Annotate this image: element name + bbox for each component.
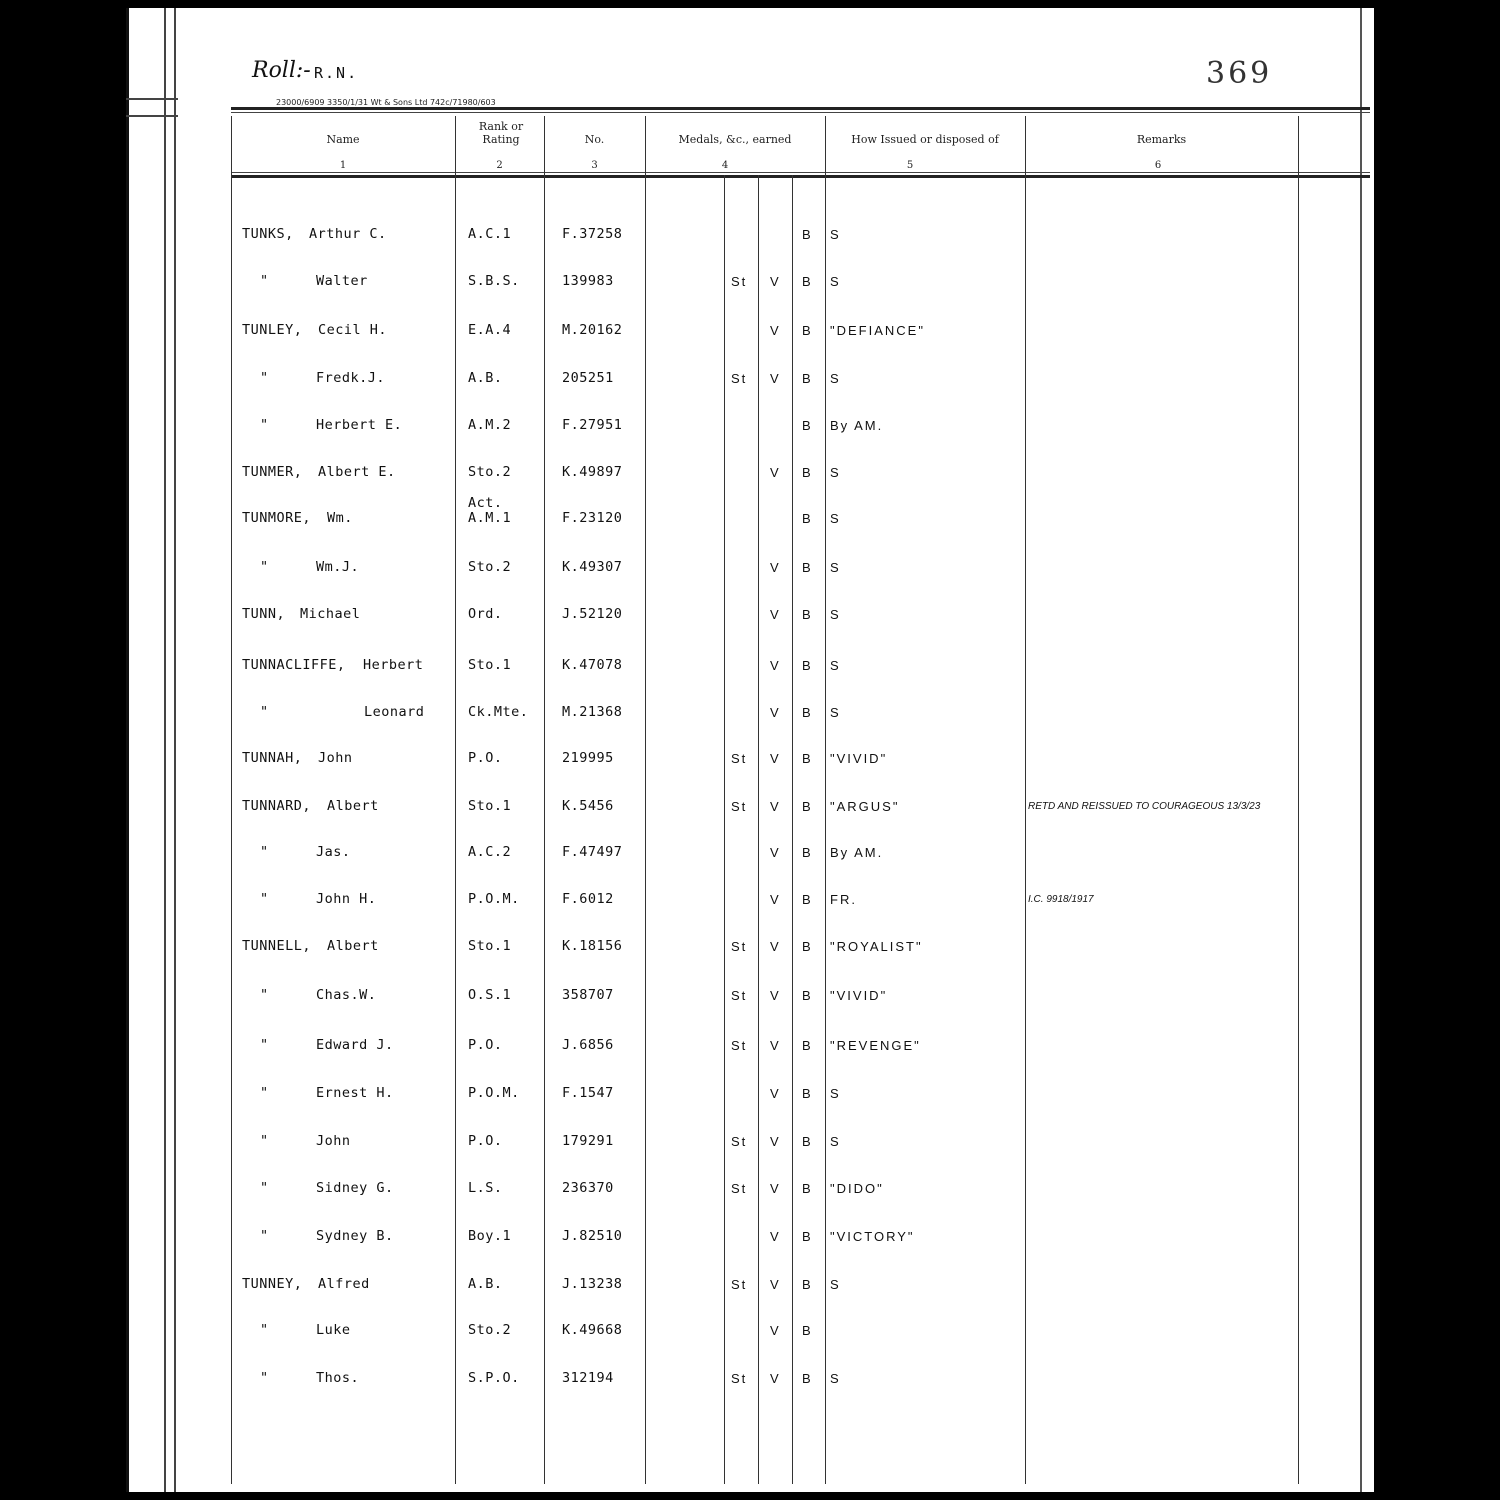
surname: " [260,1133,269,1149]
service-number: M.21368 [562,704,623,720]
victory-medal: V [770,1181,781,1196]
british-war-medal: B [802,892,813,907]
surname: TUNNARD, [242,798,312,814]
column-rule [1025,116,1026,1484]
service-number: K.18156 [562,938,623,954]
victory-medal: V [770,751,781,766]
service-number: 179291 [562,1133,614,1149]
surname: " [260,1180,269,1196]
issued-to: "VICTORY" [830,1229,915,1244]
forename: Michael [300,606,361,622]
rank: P.O. [468,1133,503,1149]
british-war-medal: B [802,1277,813,1292]
star-medal: St [731,371,748,386]
service-number: K.47078 [562,657,623,673]
surname: TUNKS, [242,226,294,242]
victory-medal: V [770,1038,781,1053]
victory-medal: V [770,705,781,720]
surname: TUNNAH, [242,750,303,766]
column-header-remarks: Remarks [1136,133,1187,146]
surname: " [260,417,269,433]
forename: Alfred [318,1276,370,1292]
forename: Walter [316,273,368,289]
forename: Thos. [316,1370,360,1386]
rank: A.C.2 [468,844,512,860]
surname: TUNNACLIFFE, [242,657,346,673]
rank: P.O.M. [468,891,520,907]
service-number: F.27951 [562,417,623,433]
rank: Ord. [468,606,503,622]
column-rule [645,116,646,1484]
forename: Albert [327,938,379,954]
british-war-medal: B [802,705,813,720]
column-rule [825,116,826,1484]
victory-medal: V [770,465,781,480]
issued-to: S [830,1277,841,1292]
star-medal: St [731,988,748,1003]
column-rule [455,116,456,1484]
british-war-medal: B [802,939,813,954]
surname: TUNMER, [242,464,303,480]
surname: " [260,987,269,1003]
victory-medal: V [770,1086,781,1101]
service-number: J.82510 [562,1228,623,1244]
header-rule [231,175,1370,178]
forename: John [318,750,353,766]
victory-medal: V [770,1323,781,1338]
service-number: J.6856 [562,1037,614,1053]
victory-medal: V [770,799,781,814]
star-medal: St [731,1038,748,1053]
star-medal: St [731,1134,748,1149]
surname: " [260,844,269,860]
issued-to: By AM. [830,418,884,433]
forename: Luke [316,1322,351,1338]
rank: Boy.1 [468,1228,512,1244]
issued-to: By AM. [830,845,884,860]
star-medal: St [731,799,748,814]
issued-to: FR. [830,892,857,907]
surname: TUNNEY, [242,1276,303,1292]
forename: Albert [327,798,379,814]
column-number-4: 4 [721,160,729,171]
surname: TUNN, [242,606,286,622]
issued-to: S [830,511,841,526]
binding-rule [164,8,166,1492]
forename: Fredk.J. [316,370,386,386]
rank: Sto.2 [468,1322,512,1338]
service-number: 358707 [562,987,614,1003]
rank: O.S.1 [468,987,512,1003]
issued-to: S [830,560,841,575]
surname: " [260,273,269,289]
victory-medal: V [770,939,781,954]
column-header-medals: Medals, &c., earned [678,133,792,146]
star-medal: St [731,751,748,766]
victory-medal: V [770,560,781,575]
roll-label: Roll:- [252,58,311,83]
issued-to: "ROYALIST" [830,939,923,954]
british-war-medal: B [802,607,813,622]
issued-to: "VIVID" [830,988,888,1003]
column-header-number: No. [584,133,605,146]
surname: TUNNELL, [242,938,312,954]
service-number: F.37258 [562,226,623,242]
service-number: 219995 [562,750,614,766]
page-edge [126,8,129,1492]
rank: Sto.2 [468,464,512,480]
service-number: 139983 [562,273,614,289]
remarks: RETD AND REISSUED TO COURAGEOUS 13/3/23 [1028,801,1261,812]
forename: Herbert E. [316,417,403,433]
rank: L.S. [468,1180,503,1196]
victory-medal: V [770,1371,781,1386]
victory-medal: V [770,1134,781,1149]
service-number: K.5456 [562,798,614,814]
issued-to: S [830,658,841,673]
service-number: K.49897 [562,464,623,480]
surname: " [260,704,269,720]
surname: TUNLEY, [242,322,303,338]
service-number: 312194 [562,1370,614,1386]
issued-to: "ARGUS" [830,799,900,814]
issued-to: S [830,705,841,720]
star-medal: St [731,274,748,289]
surname: " [260,891,269,907]
rank: Sto.2 [468,559,512,575]
star-medal: St [731,1181,748,1196]
victory-medal: V [770,323,781,338]
rank: Sto.1 [468,938,512,954]
service-number: 236370 [562,1180,614,1196]
british-war-medal: B [802,1323,813,1338]
column-number-2: 2 [496,160,503,171]
rank: Ck.Mte. [468,704,529,720]
service-number: F.47497 [562,844,623,860]
binding-rule [126,98,178,100]
roll-value: R.N. [314,64,359,82]
british-war-medal: B [802,418,813,433]
issued-to: "VIVID" [830,751,888,766]
forename: Ernest H. [316,1085,394,1101]
page-number: 369 [1206,56,1273,91]
rank: A.B. [468,1276,503,1292]
forename: John H. [316,891,377,907]
british-war-medal: B [802,845,813,860]
column-header-issued: How Issued or disposed of [851,133,999,146]
issued-to: S [830,1371,841,1386]
issued-to: S [830,465,841,480]
forename: Herbert [363,657,424,673]
service-number: K.49668 [562,1322,623,1338]
surname: " [260,1037,269,1053]
british-war-medal: B [802,560,813,575]
forename: Leonard [364,704,425,720]
forename: Jas. [316,844,351,860]
forename: Wm.J. [316,559,360,575]
rank: P.O. [468,1037,503,1053]
issued-to: "DEFIANCE" [830,323,925,338]
rank: A.M.2 [468,417,512,433]
british-war-medal: B [802,465,813,480]
british-war-medal: B [802,511,813,526]
victory-medal: V [770,371,781,386]
remarks: I.C. 9918/1917 [1028,894,1094,905]
british-war-medal: B [802,323,813,338]
header-rule [231,172,1370,173]
star-medal: St [731,1277,748,1292]
margin-rule [1360,8,1362,1492]
binding-rule [174,8,176,1492]
forename: Edward J. [316,1037,394,1053]
british-war-medal: B [802,1134,813,1149]
surname: " [260,559,269,575]
column-rule [544,116,545,1484]
rank: A.B. [468,370,503,386]
british-war-medal: B [802,799,813,814]
british-war-medal: B [802,751,813,766]
victory-medal: V [770,1229,781,1244]
british-war-medal: B [802,658,813,673]
issued-to: S [830,607,841,622]
issued-to: S [830,1086,841,1101]
binding-rule [126,115,178,117]
surname: TUNMORE, [242,510,312,526]
victory-medal: V [770,274,781,289]
british-war-medal: B [802,1038,813,1053]
rank: Sto.1 [468,657,512,673]
forename: Wm. [327,510,353,526]
victory-medal: V [770,607,781,622]
victory-medal: V [770,988,781,1003]
victory-medal: V [770,658,781,673]
rank: Act. A.M.1 [468,495,512,526]
service-number: J.52120 [562,606,623,622]
column-header-name: Name [326,133,360,146]
british-war-medal: B [802,371,813,386]
surname: " [260,370,269,386]
british-war-medal: B [802,1371,813,1386]
header-rule [231,107,1370,110]
issued-to: S [830,371,841,386]
medal-column-rule [724,175,725,1484]
star-medal: St [731,939,748,954]
print-reference: 23000/6909 3350/1/31 Wt & Sons Ltd 742c/71980/603 [276,98,496,107]
rank: S.B.S. [468,273,520,289]
column-rule [1298,116,1299,1484]
column-number-3: 3 [591,160,598,171]
service-number: 205251 [562,370,614,386]
service-number: F.23120 [562,510,623,526]
forename: Arthur C. [309,226,387,242]
rank: E.A.4 [468,322,512,338]
forename: Sidney G. [316,1180,394,1196]
forename: John [316,1133,351,1149]
column-number-1: 1 [339,160,347,171]
forename: Albert E. [318,464,396,480]
medal-column-rule [758,175,759,1484]
british-war-medal: B [802,1086,813,1101]
rank: P.O.M. [468,1085,520,1101]
victory-medal: V [770,1277,781,1292]
rank: P.O. [468,750,503,766]
forename: Cecil H. [318,322,388,338]
service-number: F.6012 [562,891,614,907]
british-war-medal: B [802,1229,813,1244]
column-number-5: 5 [906,160,914,171]
column-rule [231,116,232,1484]
issued-to: S [830,1134,841,1149]
service-number: J.13238 [562,1276,623,1292]
star-medal: St [731,1371,748,1386]
issued-to: "REVENGE" [830,1038,921,1053]
surname: " [260,1228,269,1244]
header-rule [231,112,1370,113]
forename: Chas.W. [316,987,377,1003]
issued-to: S [830,227,841,242]
surname: " [260,1370,269,1386]
medal-column-rule [792,175,793,1484]
roll-page [126,8,1374,1492]
surname: " [260,1322,269,1338]
issued-to: S [830,274,841,289]
victory-medal: V [770,845,781,860]
forename: Sydney B. [316,1228,394,1244]
victory-medal: V [770,892,781,907]
column-header-rank: Rank or Rating [478,120,524,146]
service-number: M.20162 [562,322,623,338]
service-number: F.1547 [562,1085,614,1101]
rank: S.P.O. [468,1370,520,1386]
rank: A.C.1 [468,226,512,242]
british-war-medal: B [802,1181,813,1196]
surname: " [260,1085,269,1101]
british-war-medal: B [802,988,813,1003]
british-war-medal: B [802,274,813,289]
column-number-6: 6 [1154,160,1162,171]
british-war-medal: B [802,227,813,242]
service-number: K.49307 [562,559,623,575]
issued-to: "DIDO" [830,1181,884,1196]
rank: Sto.1 [468,798,512,814]
